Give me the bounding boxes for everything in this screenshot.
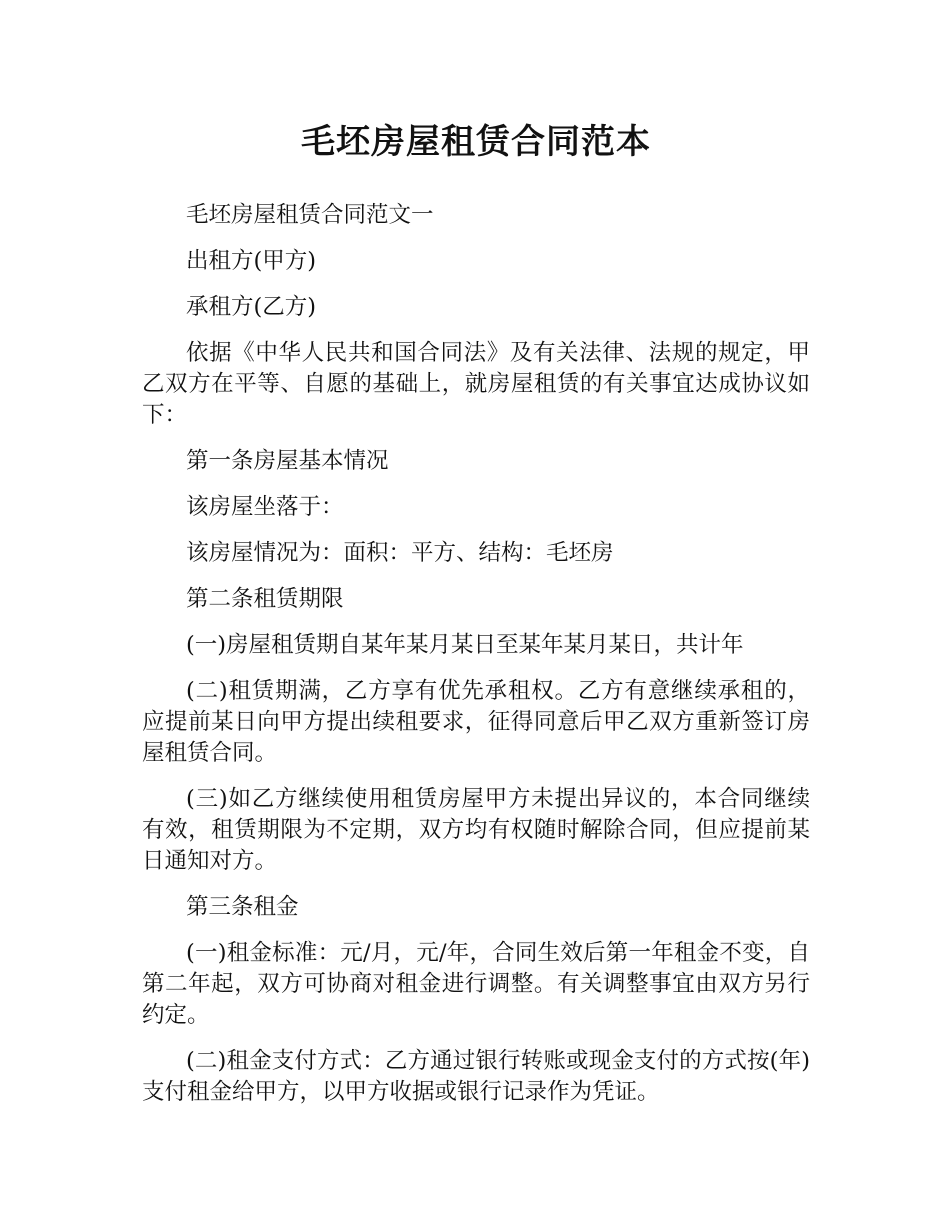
lease-term-clause-3: (三)如乙方继续使用租赁房屋甲方未提出异议的，本合同继续有效，租赁期限为不定期，双方均有权随时解除合同，但应提前某日通知对方。 bbox=[142, 786, 810, 874]
rent-clause-1: (一)租金标准：元/月，元/年，合同生效后第一年租金不变，自第二年起，双方可协商对租金进行调整。有关调整事宜由双方另行约定。 bbox=[142, 940, 810, 1028]
rent-clause-2: (二)租金支付方式：乙方通过银行转账或现金支付的方式按(年)支付租金给甲方，以甲方收据或银行记录作为凭证。 bbox=[142, 1048, 810, 1105]
lease-term-clause-2: (二)租赁期满，乙方享有优先承租权。乙方有意继续承租的，应提前某日向甲方提出续租要求，征得同意后甲乙双方重新签订房屋租赁合同。 bbox=[142, 678, 810, 766]
article-1-heading: 第一条房屋基本情况 bbox=[186, 448, 389, 474]
article-2-heading: 第二条租赁期限 bbox=[186, 586, 344, 612]
preamble-paragraph: 依据《中华人民共和国合同法》及有关法律、法规的规定，甲乙双方在平等、自愿的基础上，就房屋租赁的有关事宜达成协议如下： bbox=[142, 340, 810, 428]
lessor-line: 出租方(甲方) bbox=[186, 248, 317, 274]
lease-term-clause-1: (一)房屋租赁期自某年某月某日至某年某月某日，共计年 bbox=[186, 632, 744, 658]
document-title: 毛坯房屋租赁合同范本 bbox=[301, 122, 651, 162]
lessee-line: 承租方(乙方) bbox=[186, 294, 317, 320]
subtitle-paragraph: 毛坯房屋租赁合同范文一 bbox=[186, 202, 434, 228]
property-location-line: 该房屋坐落于： bbox=[186, 494, 344, 520]
property-details-line: 该房屋情况为：面积：平方、结构：毛坯房 bbox=[186, 540, 614, 566]
article-3-heading: 第三条租金 bbox=[186, 894, 299, 920]
